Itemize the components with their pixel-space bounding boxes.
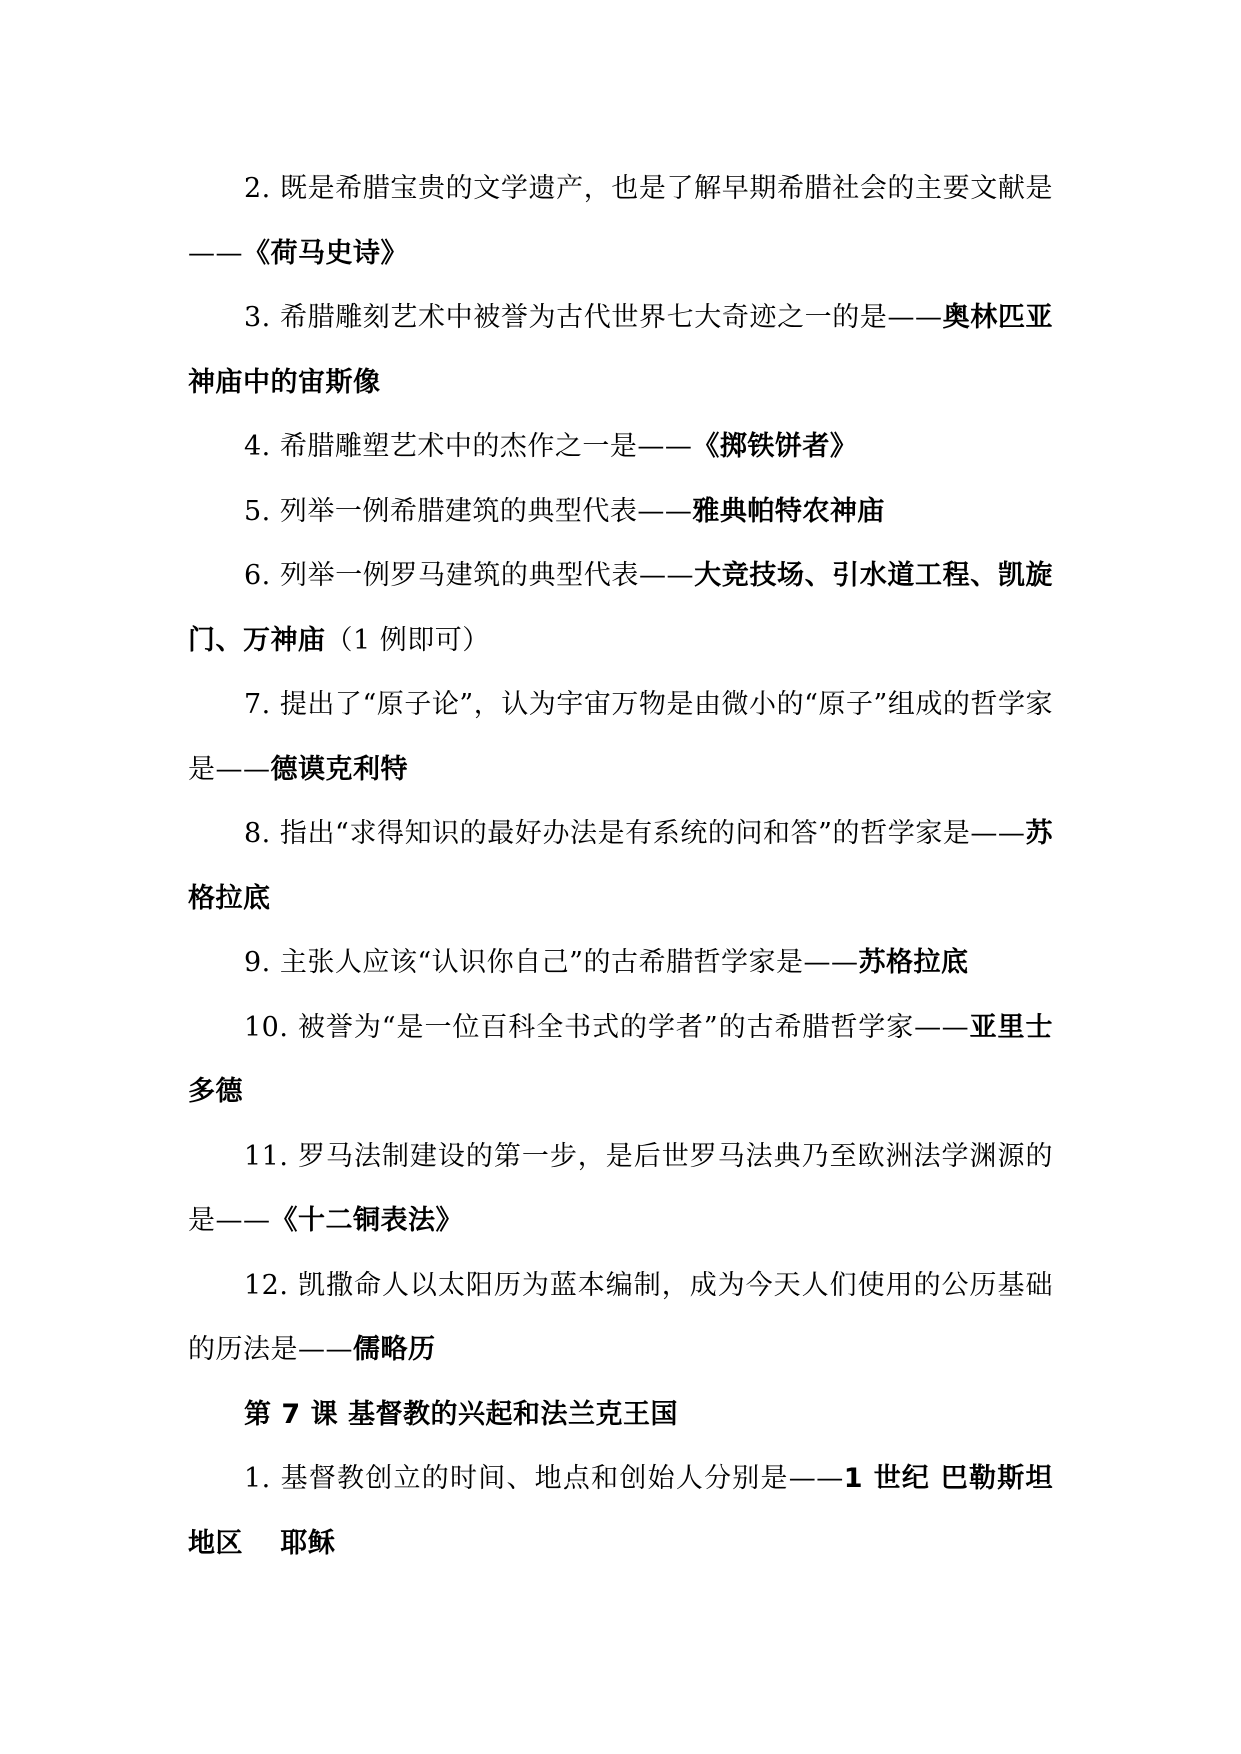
document-page bbox=[188, 157, 1053, 1576]
question-text: 12. 凯撒命人以太阳历为蓝本编制，成为今天人们使用的公历基础的历法是—— bbox=[188, 1269, 1053, 1365]
qa-item-3 bbox=[188, 286, 1053, 415]
question-text: 8. 指出“求得知识的最好办法是有系统的问和答”的哲学家是—— bbox=[244, 818, 1026, 849]
answer-text: 《掷铁饼者》 bbox=[692, 431, 858, 462]
answer-text: 儒略历 bbox=[353, 1334, 436, 1365]
answer-text: 雅典帕特农神庙 bbox=[692, 495, 885, 527]
qa-item-5 bbox=[188, 480, 1053, 545]
qa-item-6 bbox=[188, 544, 1053, 673]
lesson-heading: 第 7 课 基督教的兴起和法兰克王国 bbox=[244, 1398, 678, 1430]
question-text: 11. 罗马法制建设的第一步，是后世罗马法典乃至欧洲法学渊源的是—— bbox=[188, 1140, 1053, 1236]
answer-text: 1 世纪 巴勒斯坦地区 耶稣 bbox=[188, 1463, 1053, 1559]
qa-item-9 bbox=[188, 931, 1053, 996]
answer-text: 奥林匹亚神庙中的宙斯像 bbox=[188, 302, 1053, 398]
qa-item-7 bbox=[188, 673, 1053, 802]
qa-item-12 bbox=[188, 1254, 1053, 1383]
qa-item-11 bbox=[188, 1125, 1053, 1254]
answer-text: 《十二铜表法》 bbox=[270, 1205, 463, 1236]
question-text: 10. 被誉为“是一位百科全书式的学者”的古希腊哲学家—— bbox=[244, 1011, 970, 1043]
qa-item-2 bbox=[188, 157, 1053, 286]
answer-text: 苏格拉底 bbox=[858, 947, 969, 978]
answer-text: 《荷马史诗》 bbox=[243, 237, 408, 269]
question-text: 9. 主张人应该“认识你自己”的古希腊哲学家是—— bbox=[244, 947, 859, 978]
question-text: 4. 希腊雕塑艺术中的杰作之一是—— bbox=[244, 431, 693, 462]
question-text: 1. 基督教创立的时间、地点和创始人分别是—— bbox=[244, 1463, 844, 1494]
question-text: 3. 希腊雕刻艺术中被誉为古代世界七大奇迹之一的是—— bbox=[244, 302, 943, 333]
qa-item-8 bbox=[188, 802, 1053, 931]
answer-text: 苏格拉底 bbox=[188, 818, 1054, 914]
question-text: 2. 既是希腊宝贵的文学遗产，也是了解早期希腊社会的主要文献是—— bbox=[188, 173, 1053, 269]
answer-text: 德谟克利特 bbox=[270, 753, 408, 785]
question-text: 6. 列举一例罗马建筑的典型代表—— bbox=[244, 560, 694, 591]
question-text: 7. 提出了“原子论”，认为宇宙万物是由微小的“原子”组成的哲学家是—— bbox=[188, 689, 1053, 785]
answer-note: （1 例即可） bbox=[325, 624, 490, 656]
answer-text: 大竞技场、引水道工程、凯旋门、万神庙 bbox=[188, 560, 1054, 656]
qa-item-lesson7-1 bbox=[188, 1447, 1053, 1576]
qa-item-4 bbox=[188, 415, 1053, 480]
question-text: 5. 列举一例希腊建筑的典型代表—— bbox=[244, 495, 693, 527]
answer-text: 亚里士多德 bbox=[188, 1011, 1053, 1107]
qa-item-10 bbox=[188, 996, 1053, 1125]
